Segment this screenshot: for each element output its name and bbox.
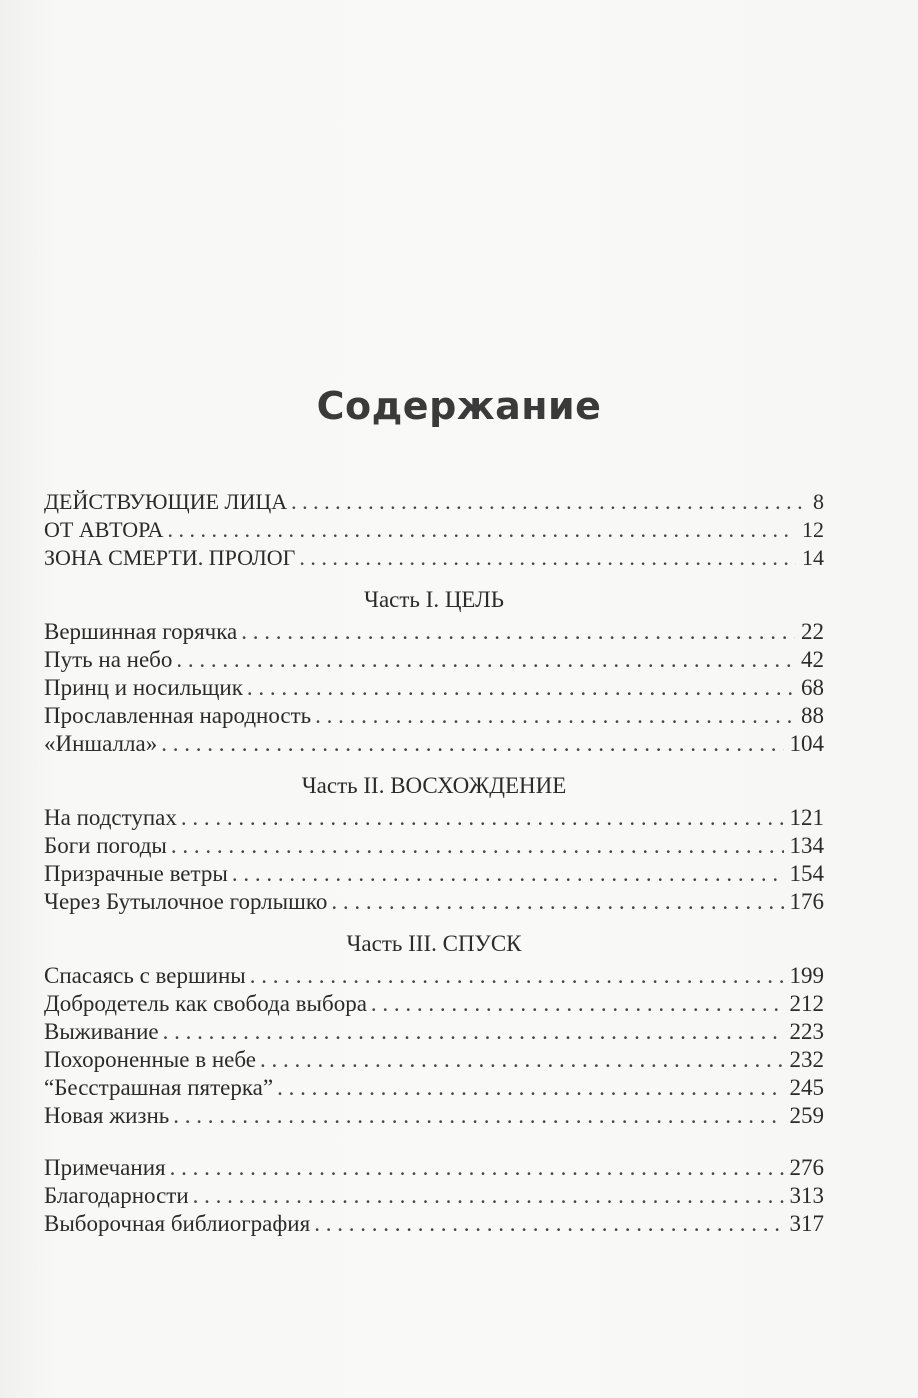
toc-entry-page: 199 (789, 963, 824, 988)
toc-entry-label: Похороненные в небе (44, 1047, 256, 1072)
dot-leader (371, 990, 784, 1018)
toc-entry-page: 42 (801, 647, 824, 672)
toc-entry-page: 104 (789, 731, 824, 756)
toc-entry-page: 223 (789, 1019, 824, 1044)
part-entries (44, 618, 824, 758)
toc-entry-label: ОТ АВТОРА (44, 517, 164, 542)
toc-entry-label: Примечания (44, 1155, 166, 1180)
dot-leader (167, 516, 796, 544)
toc-entry-page: 8 (813, 489, 824, 514)
toc-entry-page: 22 (801, 619, 824, 644)
toc-entry (44, 1074, 824, 1102)
dot-leader (247, 674, 795, 702)
dot-leader (171, 832, 784, 860)
toc-entry (44, 804, 824, 832)
toc-entry-page: 317 (789, 1211, 824, 1236)
toc-entry-page: 313 (789, 1183, 824, 1208)
toc-entry-page: 12 (802, 517, 824, 542)
dot-leader (299, 544, 796, 572)
dot-leader (250, 962, 784, 990)
toc-entry-label: “Бесстрашная пятерка” (44, 1075, 274, 1100)
part-heading: Часть III. СПУСК (346, 931, 522, 956)
dot-leader (291, 488, 807, 516)
dot-leader (315, 702, 795, 730)
dot-leader (277, 1074, 783, 1102)
toc-entry-page: 245 (789, 1075, 824, 1100)
toc-entry (44, 1210, 824, 1238)
part-heading: Часть II. ВОСХОЖДЕНИЕ (301, 773, 567, 798)
dot-leader (170, 1154, 784, 1182)
toc-entry-label: Добродетель как свобода выбора (44, 991, 367, 1016)
page-title: Содержание (316, 384, 602, 428)
toc-entry-page: 14 (802, 545, 824, 570)
dot-leader (232, 860, 784, 888)
toc-entry (44, 962, 824, 990)
toc-entry-label: Новая жизнь (44, 1103, 170, 1128)
dot-leader (173, 1102, 783, 1130)
toc-entry-label: Вершинная горячка (44, 619, 238, 644)
toc-entry-page: 259 (789, 1103, 824, 1128)
toc-entry (44, 544, 824, 572)
spacer (44, 1130, 824, 1154)
toc-entry (44, 516, 824, 544)
toc-entry (44, 488, 824, 516)
toc-entry-page: 276 (789, 1155, 824, 1180)
toc-entry (44, 702, 824, 730)
toc-entry-page: 121 (789, 805, 824, 830)
toc-entry-page: 154 (789, 861, 824, 886)
toc-entry (44, 1154, 824, 1182)
toc-entry-label: Благодарности (44, 1183, 189, 1208)
toc-entry-page: 232 (789, 1047, 824, 1072)
toc-entry (44, 832, 824, 860)
toc-entry-label: Призрачные ветры (44, 861, 228, 886)
toc-entry-label: Принц и носильщик (44, 675, 243, 700)
toc-entry-label: Прославленная народность (44, 703, 312, 728)
toc-entry (44, 1018, 824, 1046)
dot-leader (314, 1210, 783, 1238)
part-entries (44, 804, 824, 916)
toc-entry (44, 990, 824, 1018)
dot-leader (241, 618, 795, 646)
dot-leader (193, 1182, 784, 1210)
dot-leader (161, 730, 783, 758)
toc-entry-page: 212 (789, 991, 824, 1016)
back-matter (44, 1154, 824, 1238)
toc-entry (44, 860, 824, 888)
toc-entry (44, 730, 824, 758)
front-matter (44, 488, 824, 572)
toc-entry-page: 68 (801, 675, 824, 700)
toc-entry-page: 88 (801, 703, 824, 728)
dot-leader (163, 1018, 784, 1046)
toc-entry-label: Выживание (44, 1019, 159, 1044)
dot-leader (260, 1046, 784, 1074)
dot-leader (181, 804, 784, 832)
toc-entry-label: На подступах (44, 805, 177, 830)
dot-leader (176, 646, 795, 674)
toc-entry (44, 1182, 824, 1210)
toc-entry-label: ДЕЙСТВУЮЩИЕ ЛИЦА (44, 489, 288, 514)
toc-entry-page: 134 (789, 833, 824, 858)
toc-entry (44, 1102, 824, 1130)
toc-entry (44, 888, 824, 916)
toc-entry-label: Через Бутылочное горлышко (44, 889, 328, 914)
part-entries (44, 962, 824, 1130)
part-heading: Часть I. ЦЕЛЬ (364, 587, 504, 612)
toc-entry (44, 646, 824, 674)
toc-entry-label: ЗОНА СМЕРТИ. ПРОЛОГ (44, 545, 296, 570)
toc-entry-page: 176 (789, 889, 824, 914)
toc-entry (44, 674, 824, 702)
toc-entry-label: Выборочная библиография (44, 1211, 311, 1236)
toc-entry-label: Путь на небо (44, 647, 173, 672)
toc-entry-label: «Иншалла» (44, 731, 158, 756)
toc-entry-label: Спасаясь с вершины (44, 963, 246, 988)
dot-leader (331, 888, 783, 916)
toc-entry (44, 1046, 824, 1074)
table-of-contents (44, 488, 824, 1238)
toc-entry-label: Боги погоды (44, 833, 167, 858)
toc-entry (44, 618, 824, 646)
